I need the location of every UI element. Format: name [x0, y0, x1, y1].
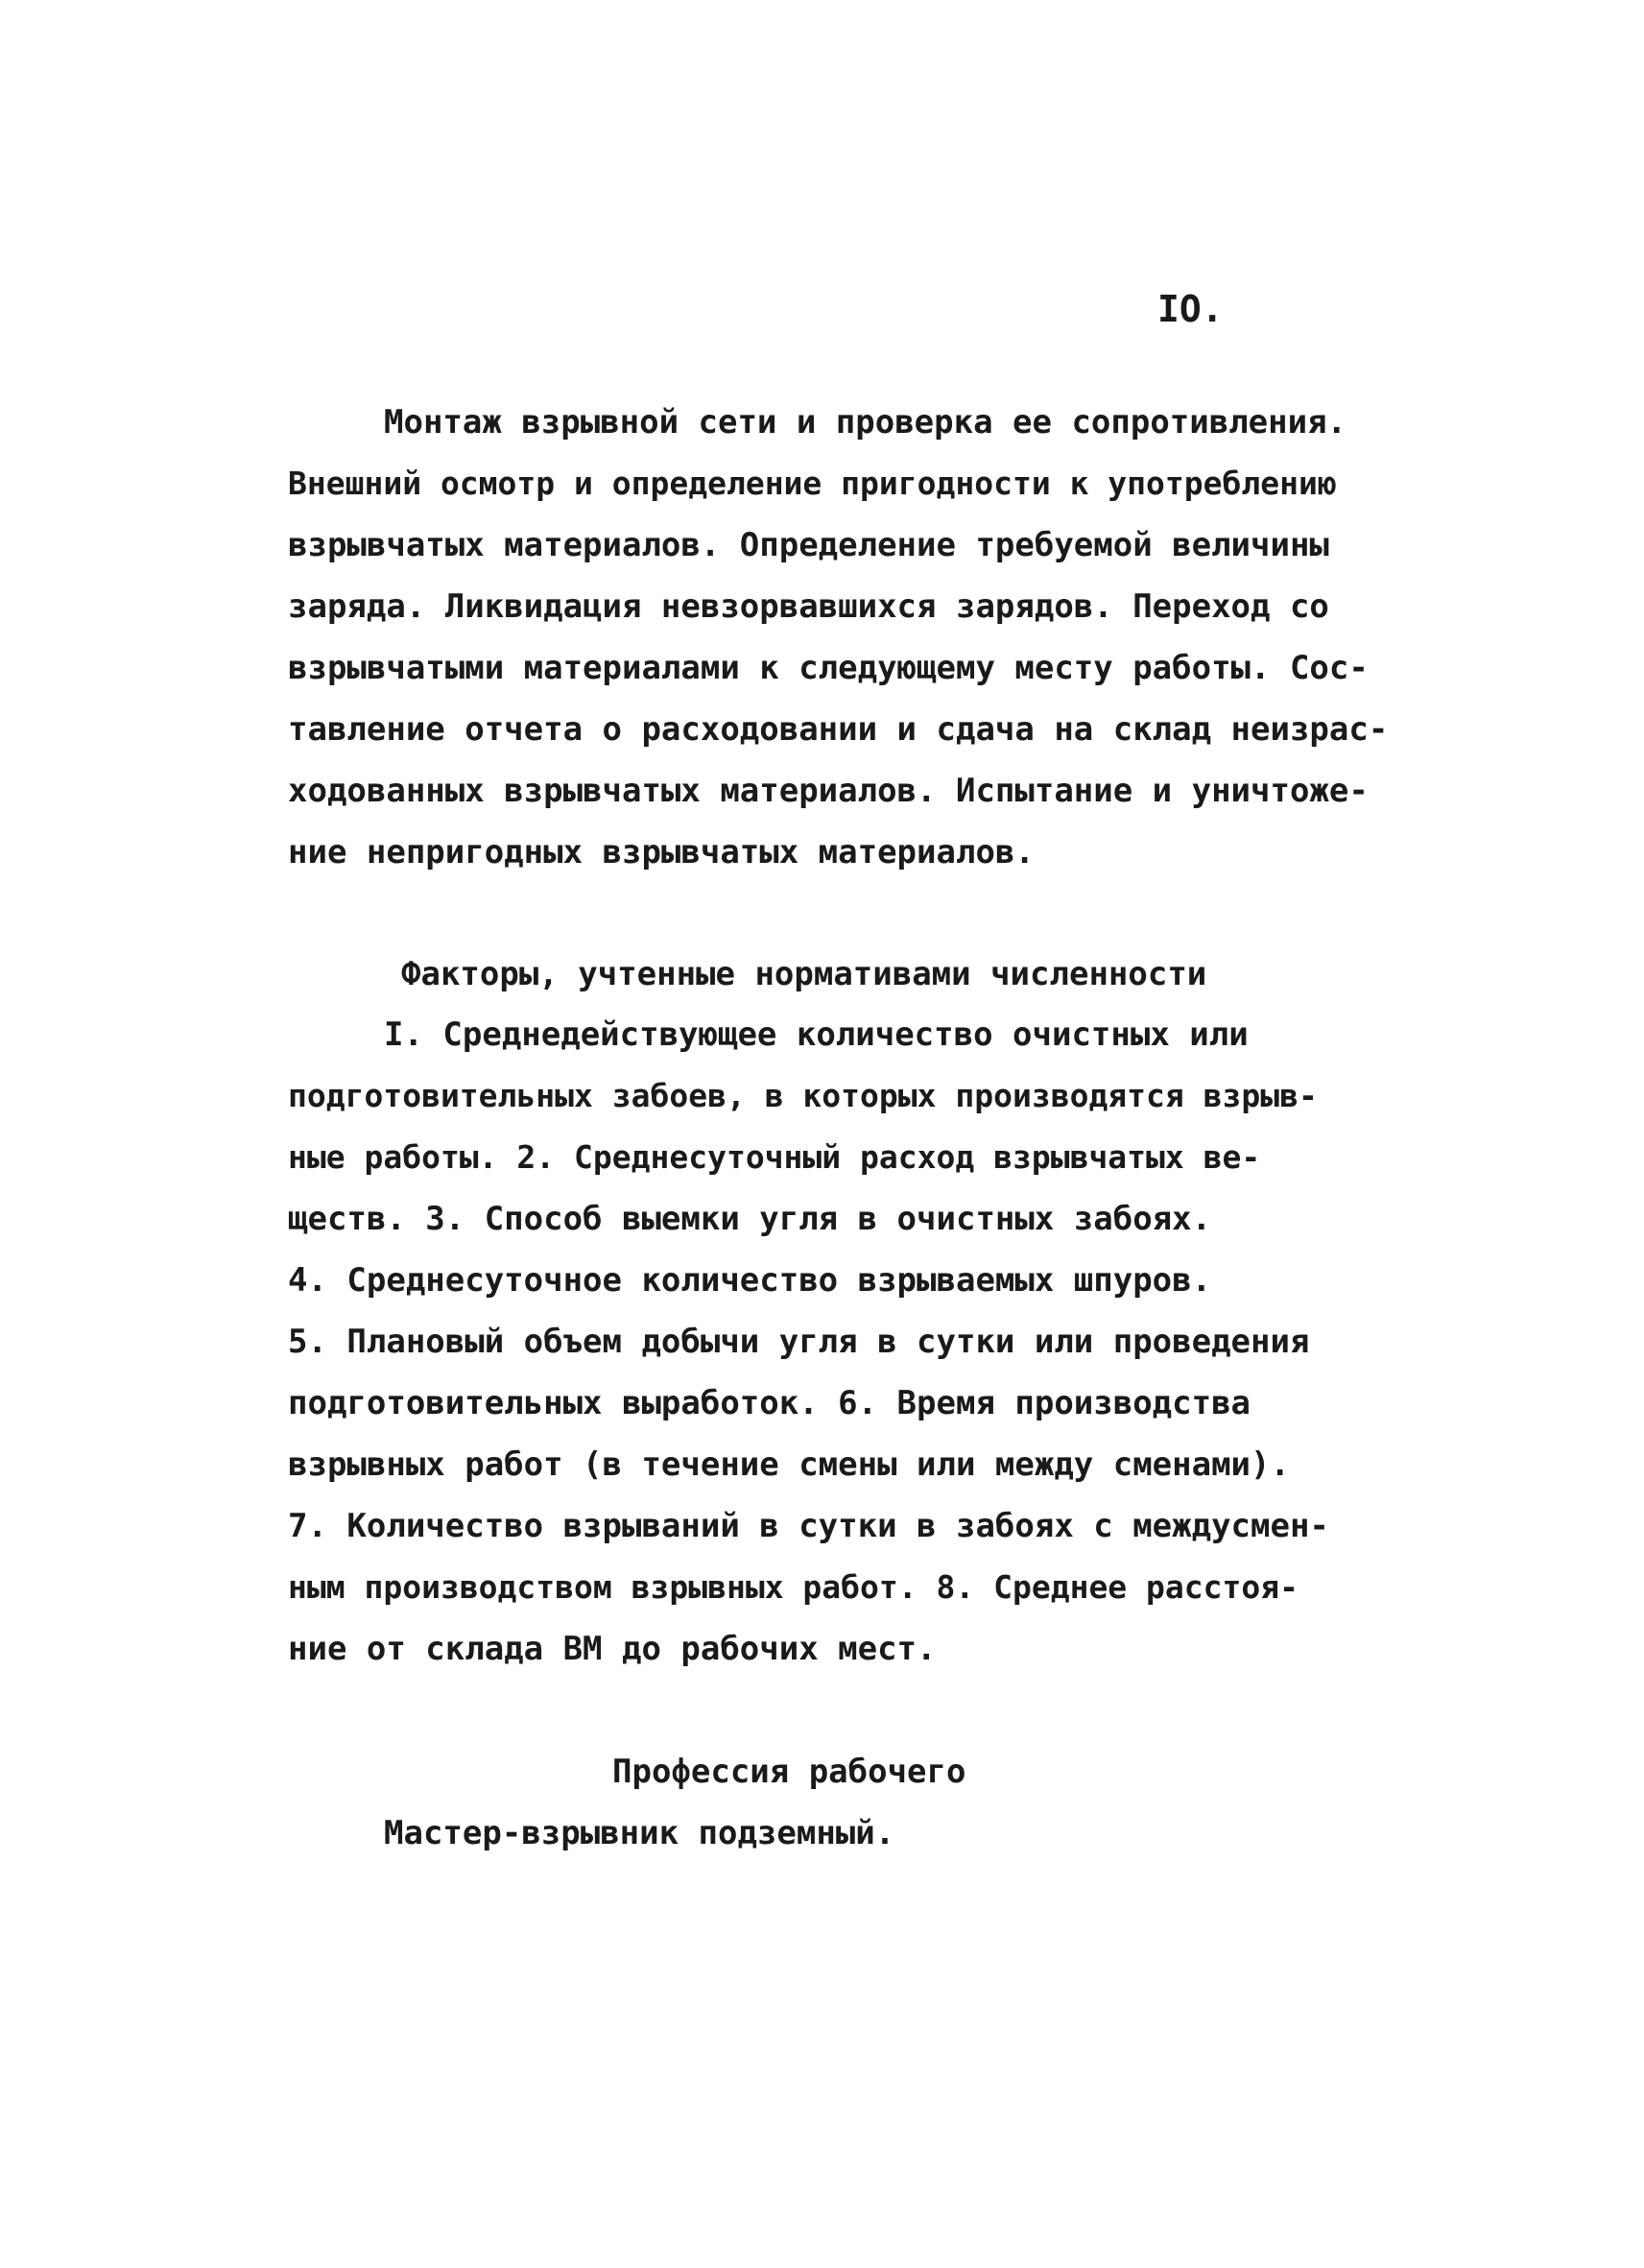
paragraph-line: Внешний осмотр и определение пригодности к употреблению — [288, 465, 1337, 502]
paragraph-line: 4. Среднесуточное количество взрываемых шпуров. — [288, 1261, 1212, 1300]
paragraph-line: тавление отчета о расходовании и сдача на склад неизрас- — [288, 710, 1389, 749]
paragraph-line: взрывных работ (в течение смены или между сменами). — [288, 1445, 1290, 1484]
paragraph-line: ные работы. 2. Среднесуточный расход взрывчатых ве- — [288, 1138, 1261, 1176]
paragraph-line: ществ. 3. Способ выемки угля в очистных забоях. — [288, 1200, 1212, 1238]
paragraph-line: подготовительных выработок. 6. Время производства — [288, 1384, 1251, 1422]
paragraph-line: подготовительных забоев, в которых производятся взрыв- — [288, 1077, 1318, 1114]
page-number: IO. — [1157, 288, 1224, 330]
paragraph-line: заряда. Ликвидация невзорвавшихся зарядов. Переход со — [288, 587, 1329, 626]
paragraph-line: взрывчатых материалов. Определение требуемой величины — [288, 526, 1329, 564]
profession-value: Мастер-взрывник подземный. — [384, 1814, 895, 1852]
paragraph-line: Монтаж взрывной сети и проверка ее сопротивления. — [384, 403, 1347, 442]
paragraph-line: 5. Плановый объем добычи угля в сутки или проведения — [288, 1323, 1310, 1361]
paragraph-line: ние от склада ВМ до рабочих мест. — [288, 1630, 937, 1668]
paragraph-line: ние непригодных взрывчатых материалов. — [288, 833, 1035, 871]
paragraph-line: взрывчатыми материалами к следующему месту работы. Сос- — [288, 649, 1369, 687]
paragraph-line: I. Среднедействующее количество очистных или — [384, 1015, 1249, 1054]
section-heading: Профессия рабочего — [612, 1753, 966, 1791]
paragraph-line: ходованных взрывчатых материалов. Испытание и уничтоже- — [288, 772, 1369, 810]
paragraph-line: ным производством взрывных работ. 8. Среднее расстоя- — [288, 1568, 1299, 1606]
section-heading: Факторы, учтенные нормативами численности — [401, 955, 1207, 993]
paragraph-line: 7. Количество взрываний в сутки в забоях с междусмен- — [288, 1507, 1329, 1545]
